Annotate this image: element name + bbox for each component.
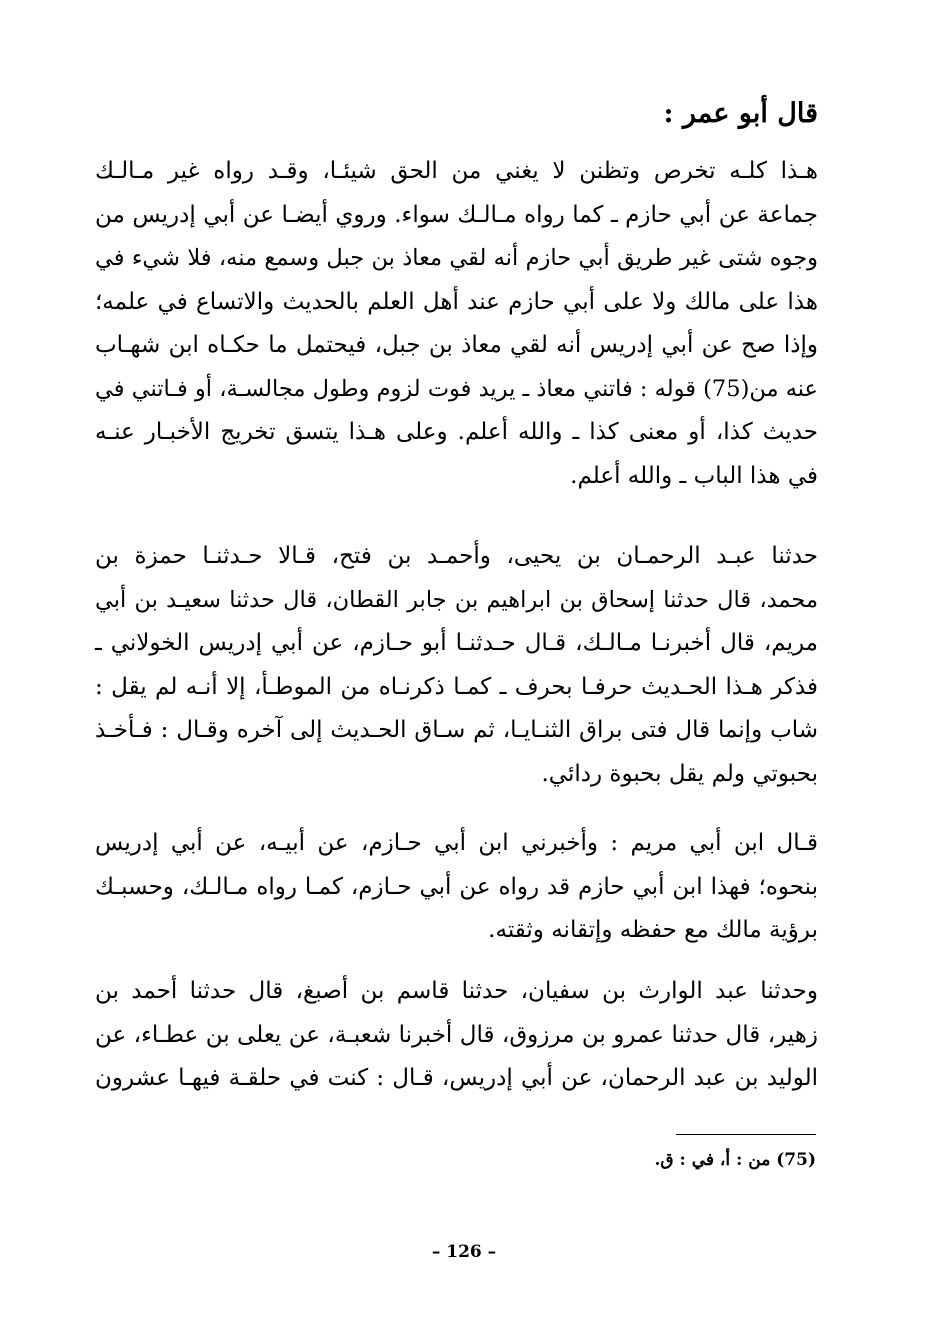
text-line: عنه من(75) قوله : فاتني معاذ ـ يريد فوت لزوم وطول مجالسـة، أو فـاتني في (95, 375, 818, 402)
text-line: برؤية مالك مع حفظه وإتقانه وثقته. (488, 917, 818, 943)
text-line: وإذا صح عن أبي إدريس أنه لقي معاذ بن جبل، فيحتمل ما حكـاه ابن شهـاب (95, 332, 818, 358)
paragraph-4 (95, 970, 818, 1101)
text-line: جماعة عن أبي حازم ـ كما رواه مـالـك سواء. وروي أيضـا عن أبي إدريس من (95, 201, 818, 228)
text-line: وحدثنا عبد الوارث بن سفيان، حدثنا قاسم بن أصبغ، قال حدثنا أحمد بن (95, 978, 818, 1004)
section-heading: قال أبو عمر : (663, 98, 818, 129)
text-line: فذكر هـذا الحـديث حرفـا بحرف ـ كمـا ذكرنـاه من الموطـأ، إلا أنـه لم يقل : (95, 673, 818, 700)
footnote-divider (676, 1134, 816, 1135)
text-line: هذا على مالك ولا على أبي حازم عند أهل العلم بالحديث والاتساع في علمه؛ (95, 288, 818, 315)
text-line: مريم، قال أخبرنـا مـالـك، قـال حـدثنـا أبو حـازم، عن أبي إدريس الخولاني ـ (95, 630, 818, 656)
page-number: – 126 – (431, 1242, 497, 1262)
text-line: حديث كذا، أو معنى كذا ـ والله أعلم. وعلى هـذا يتسق تخريج الأخبـار عنـه (95, 419, 818, 445)
text-line: بحبوتي ولم يقل بحبوة ردائي. (541, 760, 818, 787)
text-line: في هذا الباب ـ والله أعلم. (570, 462, 818, 489)
text-line: بنحوه؛ فهذا ابن أبي حازم قد رواه عن أبي حـازم، كمـا رواه مـالـك، وحسبـك (95, 873, 818, 900)
text-line: زهير، قال حدثنا عمرو بن مرزوق، قال أخبرنا شعبـة، عن يعلى بن عطـاء، عن (95, 1021, 818, 1048)
paragraph-1 (95, 150, 818, 498)
paragraph-2 (95, 535, 818, 796)
text-line: قـال ابن أبي مريم : وأخبرني ابن أبي حـازم، عن أبيـه، عن أبي إدريس (95, 830, 818, 856)
text-line: محمد، قال حدثنا إسحاق بن ابراهيم بن جابر القطان، قال حدثنا سعيـد بن أبي (95, 586, 818, 613)
text-line: الوليد بن عبد الرحمان، عن أبي إدريس، قـال : كنت في حلقـة فيهـا عشرون (95, 1065, 818, 1091)
text-line: حدثنا عبـد الرحمـان بن يحيى، وأحمـد بن فتح، قـالا حـدثنـا حمزة بن (95, 543, 818, 569)
text-line: شاب وإنما قال فتى براق الثنـايـا، ثم سـاق الحـديث إلى آخره وقـال : فـأخـذ (95, 717, 818, 743)
text-line: وجوه شتى غير طريق أبي حازم أنه لقي معاذ بن جبل وسمع منه، فلا شيء في (95, 245, 818, 271)
paragraph-3 (95, 822, 818, 953)
text-line: هـذا كلـه تخرص وتظنن لا يغني من الحق شيئـا، وقـد رواه غير مـالـك (95, 158, 818, 184)
footnote: (75) من : أ، في : ق. (654, 1150, 816, 1170)
